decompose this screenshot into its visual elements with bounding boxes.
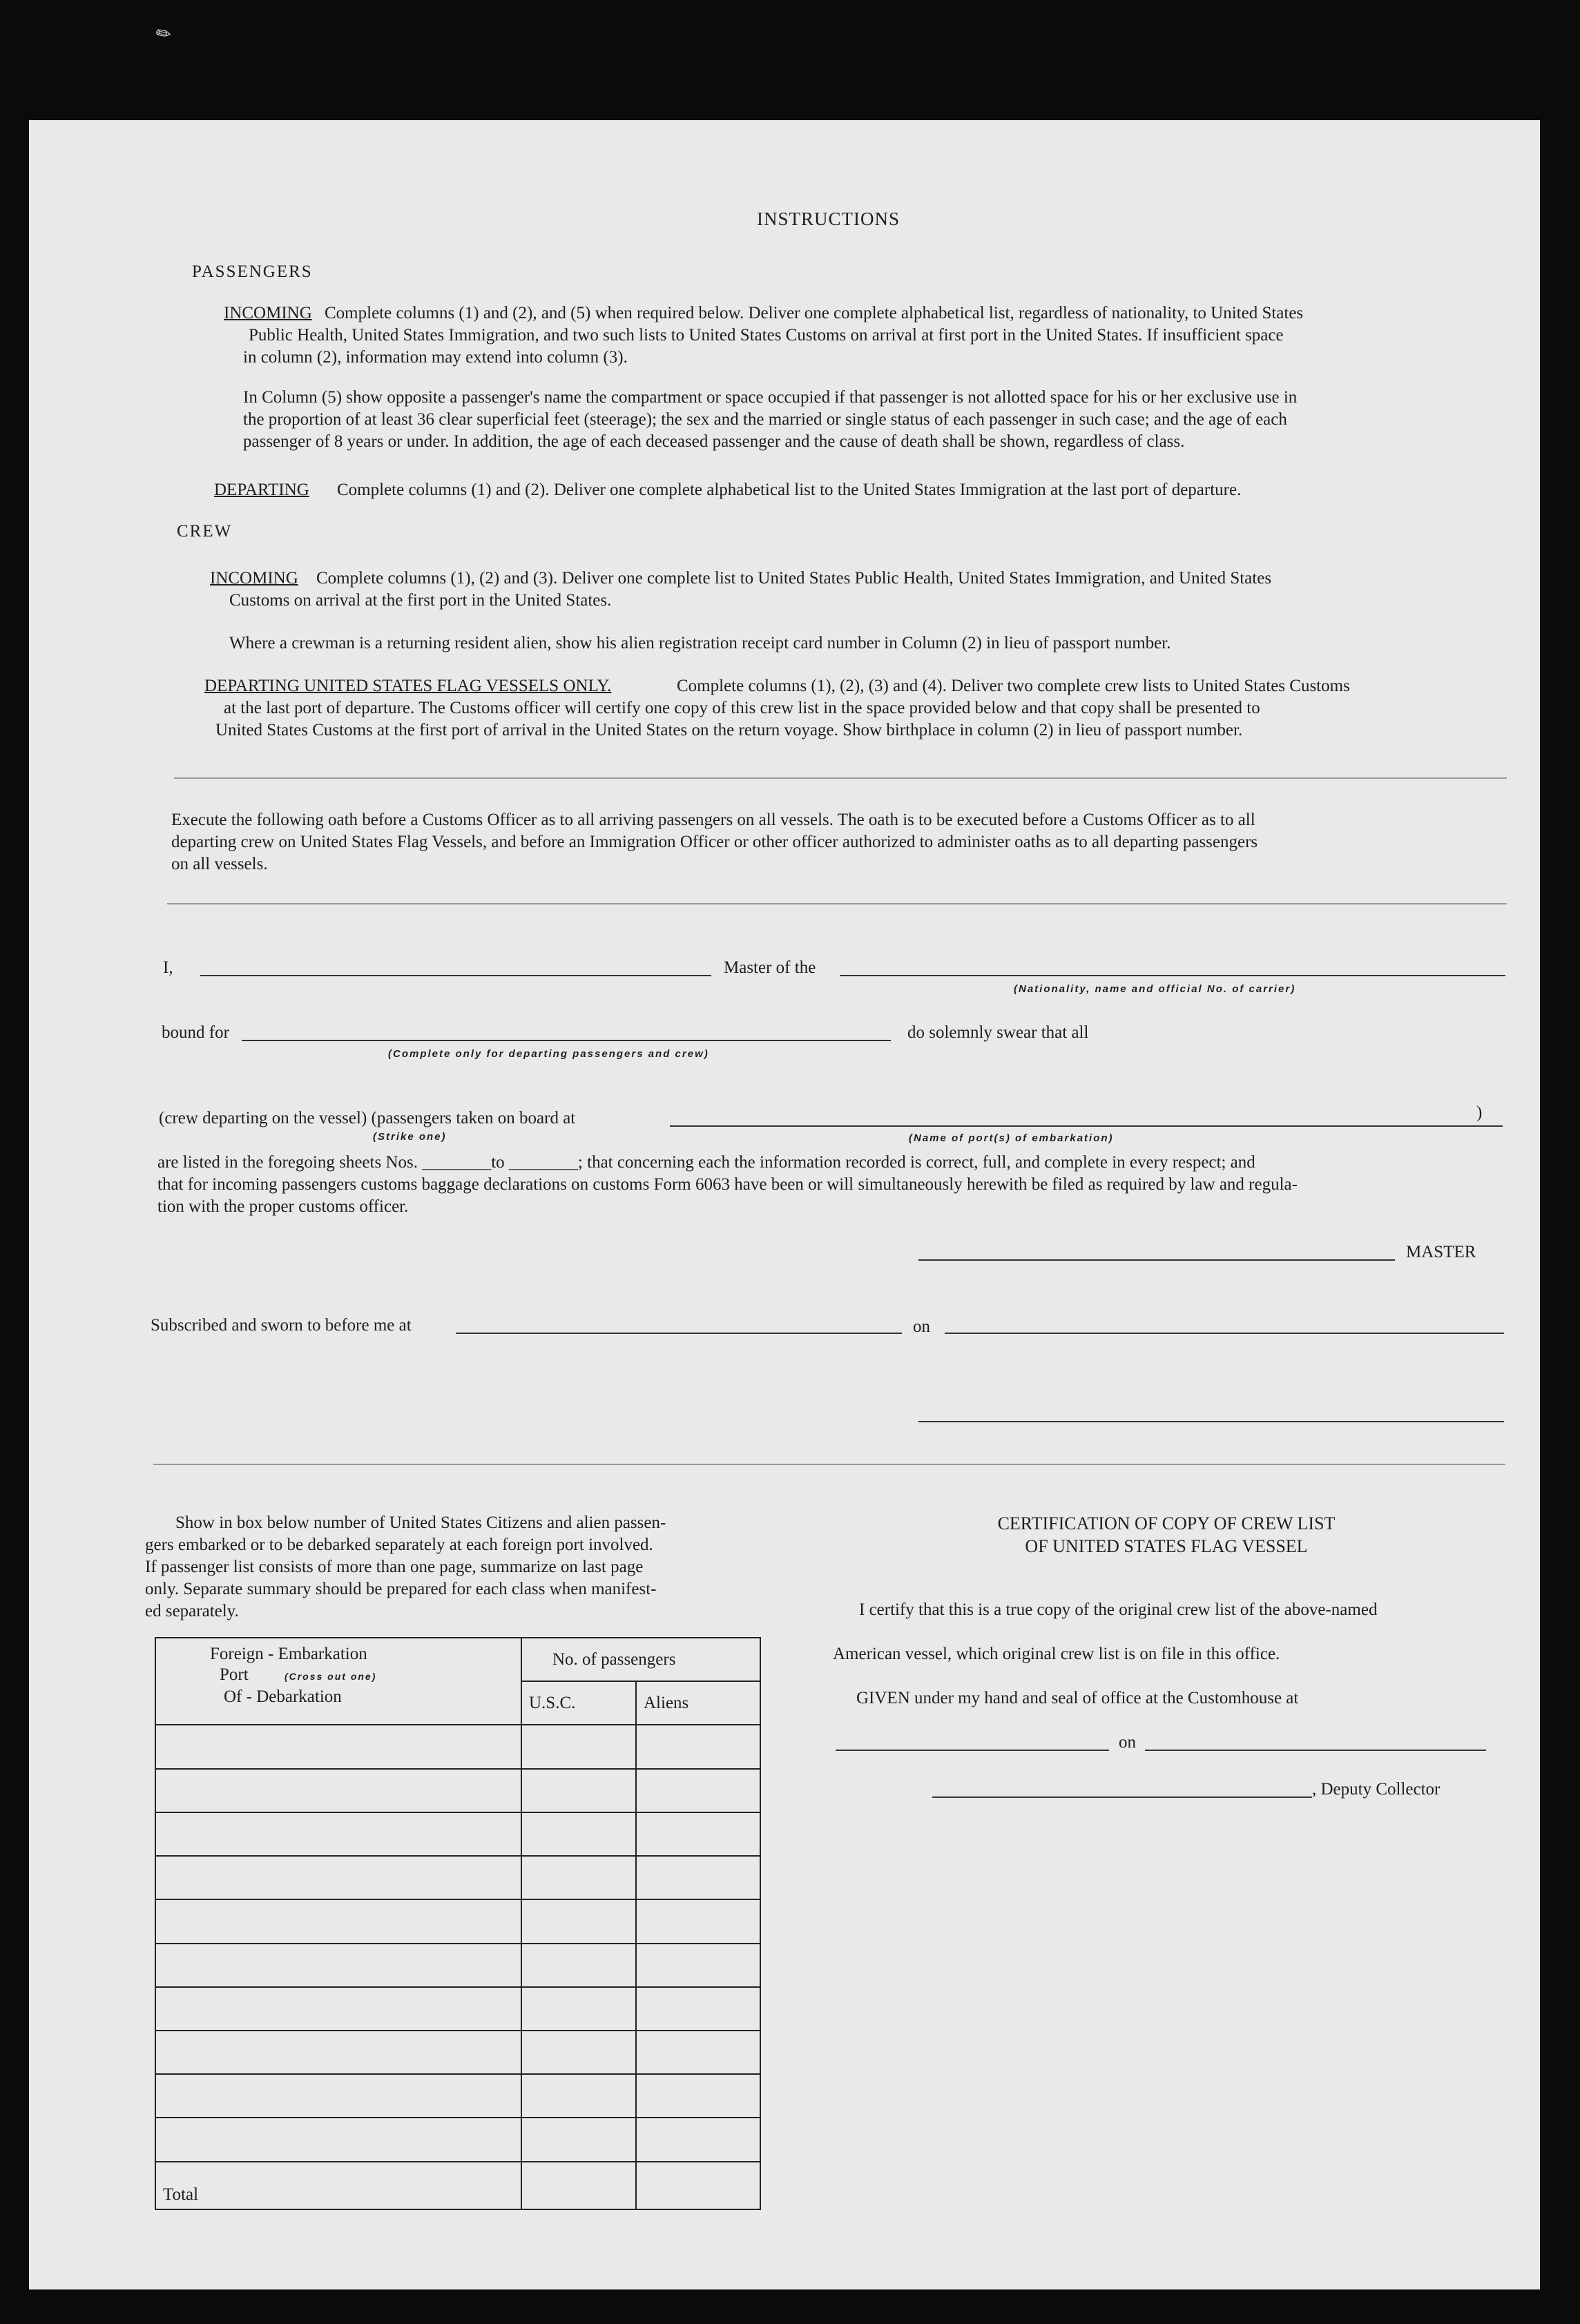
- total-aliens-cell[interactable]: [636, 2162, 760, 2209]
- summary-line-5: ed separately.: [145, 1602, 239, 1620]
- usc-cell[interactable]: [521, 2031, 636, 2074]
- usc-cell[interactable]: [521, 1944, 636, 1987]
- oath-instructions: [171, 809, 1258, 875]
- oath-instructions-line-1: Execute the following oath before a Customs Officer as to all arriving passengers on all vessels. The oath is to be executed before a Customs Officer as to all: [171, 811, 1255, 829]
- table-header-row: [155, 1638, 760, 1681]
- aliens-cell[interactable]: [636, 1725, 760, 1768]
- usc-cell[interactable]: [521, 1899, 636, 1943]
- port-cell[interactable]: [155, 2074, 521, 2118]
- crew-departing-statement: (crew departing on the vessel) (passengers taken on board at: [159, 1109, 576, 1127]
- page-title: INSTRUCTIONS: [757, 209, 900, 229]
- bound-for-field[interactable]: [242, 1040, 891, 1041]
- port-cell[interactable]: [155, 1725, 521, 1768]
- column5-line-1: In Column (5) show opposite a passenger's name the compartment or space occupied if that passenger is not allotted space for his or her exclusive use in: [243, 388, 1298, 407]
- port-header-line-2: Port: [220, 1665, 249, 1684]
- aliens-cell[interactable]: [636, 1987, 760, 2031]
- port-cell[interactable]: [155, 1769, 521, 1812]
- oath-instructions-line-3: on all vessels.: [171, 855, 268, 873]
- passengers-incoming-label: INCOMING: [224, 304, 312, 322]
- aliens-cell[interactable]: [636, 2031, 760, 2074]
- passengers-departing-text: Complete columns (1) and (2). Deliver one complete alphabetical list to the United States Immigration at the last port of departure.: [337, 481, 1242, 499]
- table-row: [155, 1987, 760, 2031]
- passengers-incoming-line-1: Complete columns (1) and (2), and (5) when required below. Deliver one complete alphabetical list, regardless of nationality, to United States: [325, 304, 1304, 322]
- usc-cell[interactable]: [521, 1725, 636, 1768]
- customhouse-field[interactable]: [836, 1750, 1109, 1751]
- officer-signature-field[interactable]: [918, 1421, 1504, 1422]
- embarkation-port-field[interactable]: [670, 1125, 1503, 1127]
- usc-header: U.S.C.: [521, 1681, 636, 1725]
- crew-departing-label: DEPARTING UNITED STATES FLAG VESSELS ONLY.: [204, 677, 612, 695]
- master-name-field[interactable]: [200, 975, 711, 976]
- total-row: [155, 2162, 760, 2209]
- crew-incoming-text: [229, 568, 1271, 612]
- table-row: [155, 1812, 760, 1856]
- port-cell[interactable]: [155, 1856, 521, 1899]
- aliens-header: Aliens: [636, 1681, 760, 1725]
- master-of-the-label: Master of the: [724, 958, 816, 977]
- aliens-cell[interactable]: [636, 1812, 760, 1856]
- table-row: [155, 1769, 760, 1812]
- table-row: [155, 2118, 760, 2161]
- passengers-heading: PASSENGERS: [192, 262, 313, 281]
- usc-cell[interactable]: [521, 1987, 636, 2031]
- column5-text: [243, 387, 1297, 453]
- deputy-collector-label: , Deputy Collector: [1312, 1780, 1441, 1799]
- sworn-place-field[interactable]: [456, 1333, 902, 1334]
- crew-incoming-line-2: Customs on arrival at the first port in the United States.: [229, 591, 612, 610]
- crew-departing-line-3: United States Customs at the first port of arrival in the United States on the return voyage. Show birthplace in column (2) in lieu of passport number.: [215, 721, 1243, 739]
- form-page: [29, 120, 1540, 2289]
- table-row: [155, 1944, 760, 1987]
- total-label: Total: [155, 2162, 521, 2209]
- column5-line-3: passenger of 8 years or under. In addition, the age of each deceased passenger and the cause of death shall be shown, regardless of class.: [243, 432, 1185, 451]
- crew-heading: CREW: [177, 522, 233, 541]
- aliens-cell[interactable]: [636, 1899, 760, 1943]
- divider-1: [174, 777, 1507, 779]
- port-cell[interactable]: [155, 1987, 521, 2031]
- master-signature-field[interactable]: [918, 1259, 1395, 1261]
- summary-line-4: only. Separate summary should be prepared for each class when manifest-: [145, 1580, 657, 1598]
- crew-resident-text: Where a crewman is a returning resident alien, show his alien registration receipt card number in Column (2) in lieu of passport number.: [229, 634, 1171, 652]
- given-text: GIVEN under my hand and seal of office at the Customhouse at: [856, 1689, 1299, 1707]
- carrier-field[interactable]: [840, 975, 1505, 976]
- bound-for-caption: (Complete only for departing passengers and crew): [388, 1048, 709, 1060]
- sheets-line-2: that for incoming passengers customs baggage declarations on customs Form 6063 have been or will simultaneously herewith be filed as required by law and regula-: [157, 1175, 1298, 1194]
- port-header-line-1: Foreign - Embarkation: [210, 1645, 367, 1663]
- usc-cell[interactable]: [521, 1769, 636, 1812]
- table-row: [155, 2031, 760, 2074]
- usc-cell[interactable]: [521, 1812, 636, 1856]
- bound-for-label: bound for: [162, 1023, 229, 1042]
- aliens-cell[interactable]: [636, 1769, 760, 1812]
- sheets-line-1: are listed in the foregoing sheets Nos. ________to ________; that concerning each the information recorded is correct, full, and complete in every respect; and: [157, 1153, 1255, 1172]
- usc-cell[interactable]: [521, 2074, 636, 2118]
- passengers-incoming-text: [243, 302, 1303, 369]
- port-cell[interactable]: [155, 1899, 521, 1943]
- subscribed-label: Subscribed and sworn to before me at: [151, 1316, 412, 1335]
- total-usc-cell[interactable]: [521, 2162, 636, 2209]
- aliens-cell[interactable]: [636, 1856, 760, 1899]
- certification-on-label: on: [1119, 1733, 1136, 1752]
- summary-line-3: If passenger list consists of more than one page, summarize on last page: [145, 1558, 644, 1576]
- port-cell[interactable]: [155, 1944, 521, 1987]
- corner-mark: ✎: [151, 21, 176, 47]
- passengers-departing-label: DEPARTING: [214, 481, 309, 499]
- column5-line-2: the proportion of at least 36 clear superficial feet (steerage); the sex and the married or single status of each passenger in such case; and the age of each: [243, 410, 1287, 429]
- usc-cell[interactable]: [521, 1856, 636, 1899]
- port-cell[interactable]: [155, 2118, 521, 2161]
- ports-caption: (Name of port(s) of embarkation): [909, 1132, 1114, 1144]
- summary-line-1: Show in box below number of United States Citizens and alien passen-: [175, 1513, 666, 1532]
- aliens-cell[interactable]: [636, 2074, 760, 2118]
- passengers-incoming-line-2: Public Health, United States Immigration, and two such lists to United States Customs on arrival at first port in the United States. If insufficient space: [249, 326, 1284, 345]
- certification-title-2: OF UNITED STATES FLAG VESSEL: [1025, 1536, 1308, 1556]
- crew-departing-line-1: Complete columns (1), (2), (3) and (4). Deliver two complete crew lists to United States Customs: [677, 677, 1350, 695]
- port-cell[interactable]: [155, 1812, 521, 1856]
- divider-2: [167, 903, 1507, 904]
- master-label: MASTER: [1406, 1243, 1476, 1261]
- crew-departing-line-2: at the last port of departure. The Customs officer will certify one copy of this crew list in the space provided below and that copy shall be presented to: [224, 699, 1260, 717]
- summary-instructions: [145, 1512, 666, 1623]
- american-vessel-text: American vessel, which original crew list is on file in this office.: [833, 1645, 1280, 1663]
- sworn-date-field[interactable]: [945, 1333, 1504, 1334]
- sheets-line-3: tion with the proper customs officer.: [157, 1197, 409, 1216]
- crew-incoming-label: INCOMING: [210, 569, 298, 588]
- passengers-incoming-line-3: in column (2), information may extend into column (3).: [243, 348, 628, 367]
- certify-text: I certify that this is a true copy of the original crew list of the above-named: [859, 1600, 1378, 1619]
- certification-date-field[interactable]: [1145, 1750, 1486, 1751]
- passengers-count-header: No. of passengers: [521, 1638, 760, 1681]
- sheets-statement: [157, 1152, 1298, 1218]
- usc-cell[interactable]: [521, 2118, 636, 2161]
- close-paren: ): [1476, 1103, 1483, 1122]
- table-row: [155, 1856, 760, 1899]
- oath-instructions-line-2: departing crew on United States Flag Vessels, and before an Immigration Officer or other officer authorized to administer oaths as to all departing passengers: [171, 833, 1258, 851]
- divider-3: [153, 1464, 1505, 1465]
- carrier-caption: (Nationality, name and official No. of carrier): [1014, 983, 1296, 995]
- oath-i-label: I,: [163, 958, 173, 977]
- table-row: [155, 1899, 760, 1943]
- crew-departing-text: [210, 675, 1350, 742]
- port-header-line-3: Of - Debarkation: [224, 1687, 342, 1706]
- table-row: [155, 2074, 760, 2118]
- strike-caption: (Strike one): [373, 1131, 447, 1143]
- sworn-on-label: on: [913, 1317, 930, 1336]
- port-header: [155, 1638, 521, 1725]
- crew-incoming-line-1: Complete columns (1), (2) and (3). Deliver one complete list to United States Public Health, United States Immigration, and United States: [316, 569, 1272, 588]
- swear-text: do solemnly swear that all: [907, 1023, 1089, 1042]
- certification-title-1: CERTIFICATION OF COPY OF CREW LIST: [997, 1513, 1336, 1533]
- table-row: [155, 1725, 760, 1768]
- summary-line-2: gers embarked or to be debarked separately at each foreign port involved.: [145, 1536, 653, 1554]
- aliens-cell[interactable]: [636, 1944, 760, 1987]
- passenger-summary-table: [155, 1637, 761, 2210]
- cross-out-caption: (Cross out one): [284, 1671, 377, 1682]
- port-cell[interactable]: [155, 2031, 521, 2074]
- aliens-cell[interactable]: [636, 2118, 760, 2161]
- deputy-signature-field[interactable]: [932, 1797, 1312, 1798]
